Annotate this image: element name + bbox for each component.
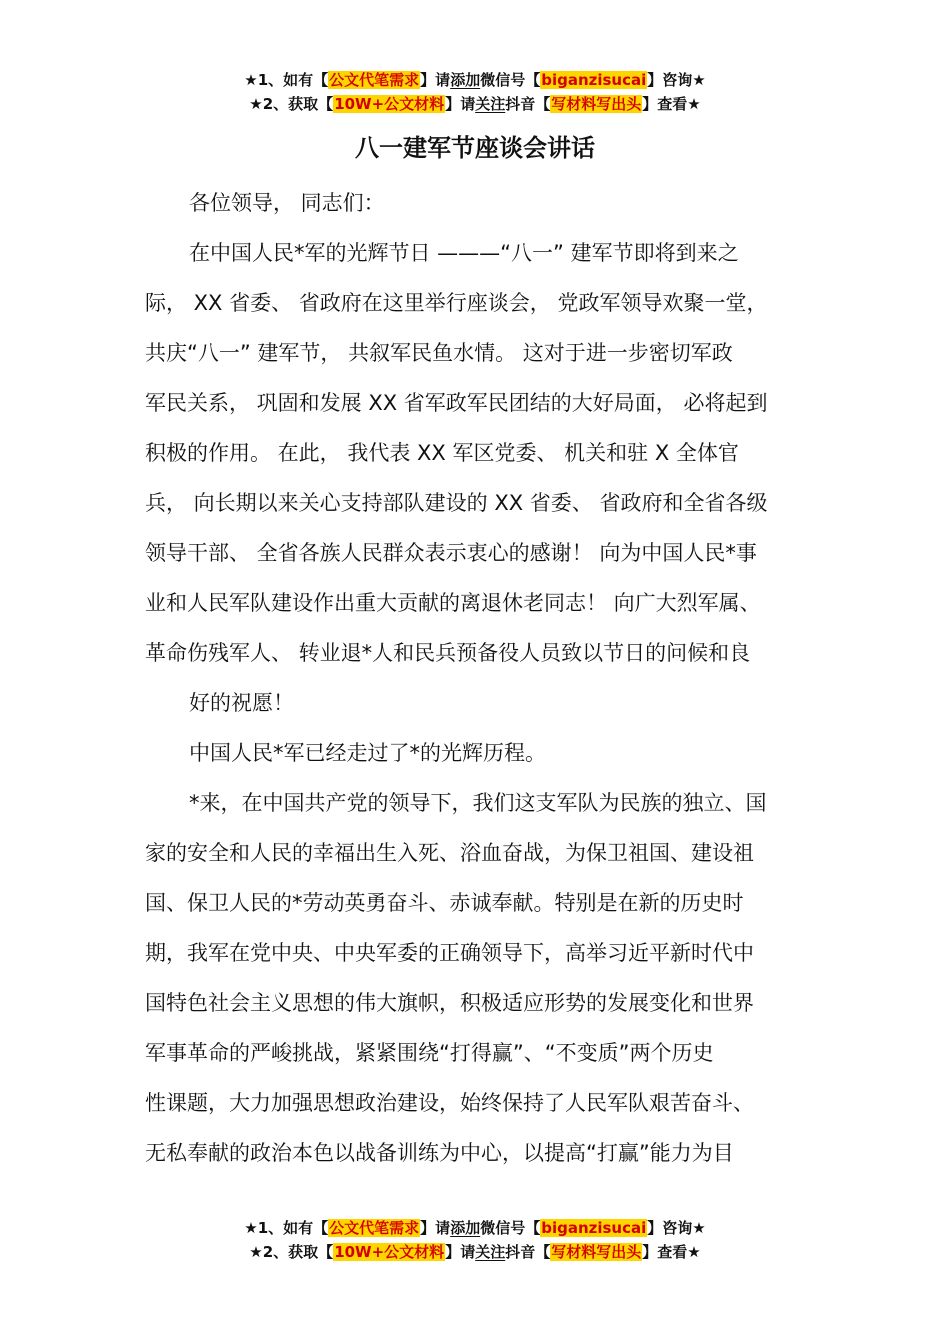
body-line: 军事革命的严峻挑战，紧紧围绕“打得赢”、“不变质”两个历史 [145,1041,714,1065]
body-line: 领导干部、 全省各族人民群众表示衷心的感谢！ 向为中国人民*事 [145,541,757,565]
promo-suffix: 】咨询★ [647,71,706,89]
body-line: 共庆“八一” 建军节， 共叙军民鱼水情。 这对于进一步密切军政 [145,341,733,365]
body-line: 积极的作用。 在此， 我代表 XX 军区党委、 机关和驻 X 全体官 [145,441,739,465]
body-line: 国特色社会主义思想的伟大旗帜，积极适应形势的发展变化和世界 [145,991,754,1015]
promo-wechat-id: biganzisucai [541,1219,647,1237]
promo-text: 】请 [445,1243,476,1261]
body-line: 性课题，大力加强思想政治建设，始终保持了人民军队艰苦奋斗、 [145,1091,754,1115]
promo-highlight: 10W+公文材料 [334,95,445,113]
promo-text: 】请 [420,71,451,89]
promo-line-2 [0,92,950,116]
promo-suffix: 】查看★ [642,95,701,113]
promo-prefix: ★1、如有【 [244,1219,329,1237]
body-line: 革命伤残军人、 转业退*人和民兵预备役人员致以节日的问候和良 [145,641,751,665]
promo-prefix: ★1、如有【 [244,71,329,89]
body-line: 兵， 向长期以来关心支持部队建设的 XX 省委、 省政府和全省各级 [145,491,768,515]
body-line: 家的安全和人民的幸福出生入死、浴血奋战，为保卫祖国、建设祖 [145,841,754,865]
promo-text: 微信号【 [480,1219,541,1237]
body-line: 业和人民军队建设作出重大贡献的离退休老同志！ 向广大烈军属、 [145,591,761,615]
document-body [145,178,810,1178]
promo-text: 】请 [420,1219,451,1237]
body-line: 中国人民*军已经走过了*的光辉历程。 [189,741,546,765]
promo-underlined-text: 添加 [450,1219,481,1237]
promo-text: 微信号【 [480,71,541,89]
promo-underlined-text: 关注 [475,1243,506,1261]
promo-wechat-id: biganzisucai [541,71,647,89]
promo-text: 抖音【 [505,1243,551,1261]
promo-prefix: ★2、获取【 [249,95,334,113]
promo-highlight: 公文代笔需求 [329,1219,420,1237]
promo-douyin-id: 写材料写出头 [551,1243,642,1261]
promo-underlined-text: 添加 [450,71,481,89]
promo-suffix: 】查看★ [642,1243,701,1261]
page-title: 八一建军节座谈会讲话 [355,134,595,162]
body-line: 无私奉献的政治本色以战备训练为中心，以提高“打赢”能力为目 [145,1141,734,1165]
promo-banner-bottom [0,1216,950,1264]
promo-underlined-text: 关注 [475,95,506,113]
body-line: *来，在中国共产党的领导下，我们这支军队为民族的独立、国 [189,791,767,815]
promo-douyin-id: 写材料写出头 [551,95,642,113]
promo-text: 抖音【 [505,95,551,113]
promo-suffix: 】咨询★ [647,1219,706,1237]
body-line: 好的祝愿！ [189,691,294,715]
body-line: 各位领导， 同志们： [189,191,385,215]
promo-line-2 [0,1240,950,1264]
body-line: 期，我军在党中央、中央军委的正确领导下，高举习近平新时代中 [145,941,754,965]
promo-line-1 [0,68,950,92]
body-line: 国、保卫人民的*劳动英勇奋斗、赤诚奉献。特别是在新的历史时 [145,891,744,915]
promo-prefix: ★2、获取【 [249,1243,334,1261]
promo-banner-top [0,68,950,116]
promo-text: 】请 [445,95,476,113]
promo-line-1 [0,1216,950,1240]
promo-highlight: 公文代笔需求 [329,71,420,89]
promo-highlight: 10W+公文材料 [334,1243,445,1261]
body-line: 军民关系， 巩固和发展 XX 省军政军民团结的大好局面， 必将起到 [145,391,768,415]
body-line: 际， XX 省委、 省政府在这里举行座谈会， 党政军领导欢聚一堂， [145,291,768,315]
body-line: 在中国人民*军的光辉节日 ———“八一” 建军节即将到来之 [189,241,739,265]
